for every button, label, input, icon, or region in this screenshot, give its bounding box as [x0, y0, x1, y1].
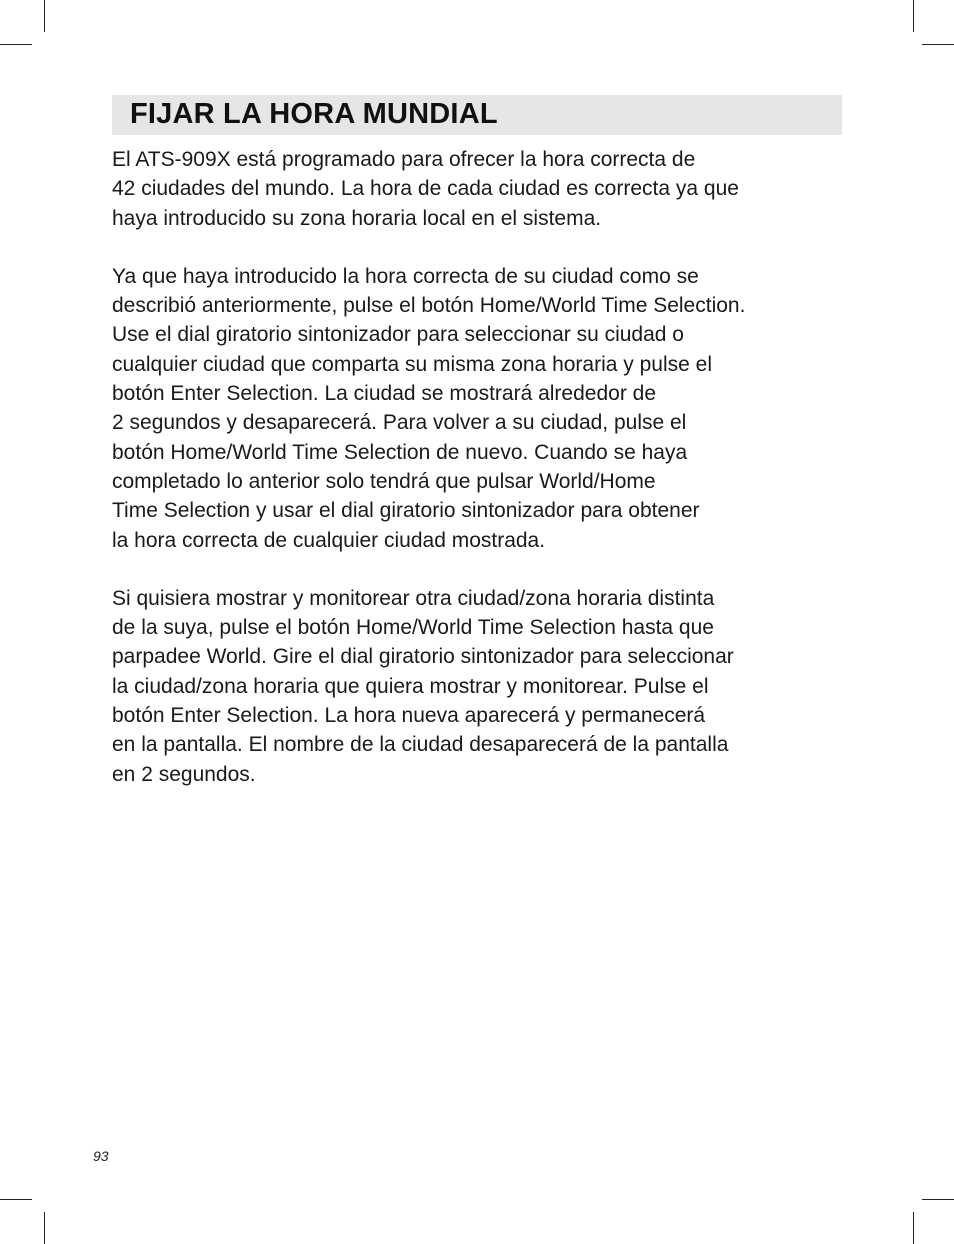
text-line: Use el dial giratorio sintonizador para seleccionar su ciudad o — [112, 323, 684, 347]
text-line: botón Enter Selection. La hora nueva aparecerá y permanecerá — [112, 704, 706, 728]
crop-mark — [922, 1199, 954, 1200]
section-heading: FIJAR LA HORA MUNDIAL — [130, 98, 498, 130]
text-line: completado lo anterior solo tendrá que pulsar World/Home — [112, 469, 656, 493]
text-line: botón Home/World Time Selection de nuevo. Cuando se haya — [112, 440, 688, 464]
text-line: Ya que haya introducido la hora correcta de su ciudad como se — [112, 264, 699, 288]
crop-mark — [913, 0, 914, 32]
text-line: 2 segundos y desaparecerá. Para volver a su ciudad, pulse el — [112, 411, 687, 435]
crop-mark — [922, 44, 954, 45]
crop-mark — [913, 1212, 914, 1244]
text-line: cualquier ciudad que comparta su misma zona horaria y pulse el — [112, 352, 712, 376]
page-number: 93 — [93, 1148, 109, 1164]
text-line: Time Selection y usar el dial giratorio sintonizador para obtener — [112, 499, 700, 523]
text-line: El ATS-909X está programado para ofrecer la hora correcta de — [112, 148, 696, 171]
section-heading-bar — [112, 95, 842, 135]
paragraph-1 — [112, 145, 872, 233]
crop-mark — [44, 0, 45, 32]
text-line: Si quisiera mostrar y monitorear otra ciudad/zona horaria distinta — [112, 586, 715, 610]
paragraph-3 — [112, 584, 872, 789]
crop-mark — [0, 1199, 32, 1200]
paragraph-2 — [112, 262, 872, 555]
text-line: de la suya, pulse el botón Home/World Time Selection hasta que — [112, 616, 714, 640]
text-line: en 2 segundos. — [112, 762, 256, 786]
text-line: en la pantalla. El nombre de la ciudad desaparecerá de la pantalla — [112, 733, 729, 757]
text-line: parpadee World. Gire el dial giratorio sintonizador para seleccionar — [112, 645, 734, 669]
body-text — [112, 145, 872, 818]
text-line: la hora correcta de cualquier ciudad mostrada. — [112, 528, 546, 552]
text-line: describió anteriormente, pulse el botón Home/World Time Selection. — [112, 294, 746, 318]
crop-mark — [44, 1212, 45, 1244]
text-line: haya introducido su zona horaria local en el sistema. — [112, 206, 602, 230]
text-line: la ciudad/zona horaria que quiera mostrar y monitorear. Pulse el — [112, 674, 709, 698]
crop-mark — [0, 44, 32, 45]
text-line: botón Enter Selection. La ciudad se mostrará alrededor de — [112, 382, 657, 406]
text-line: 42 ciudades del mundo. La hora de cada ciudad es correcta ya que — [112, 177, 739, 201]
